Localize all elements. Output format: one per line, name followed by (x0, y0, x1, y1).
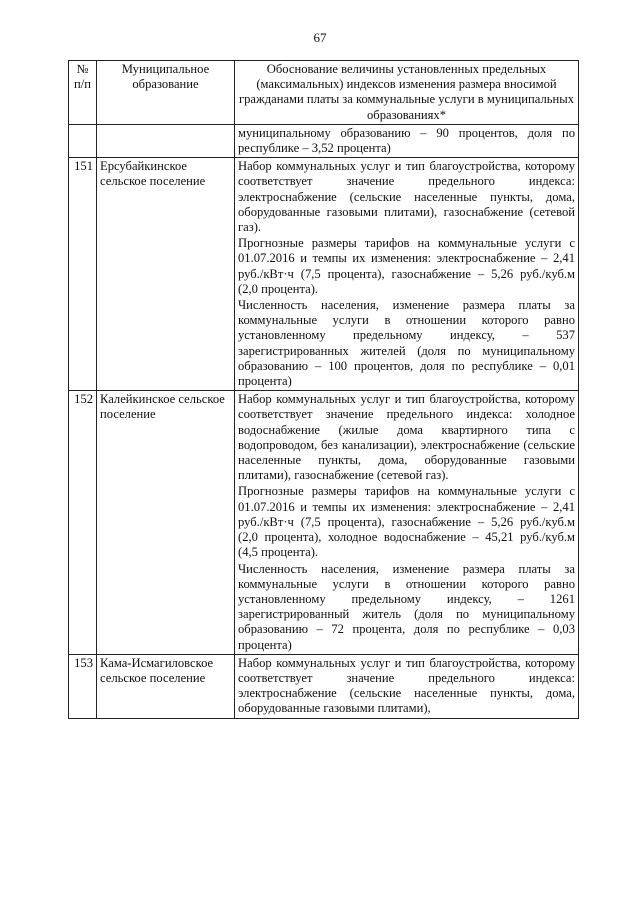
header-municipality: Муниципальное образование (97, 61, 235, 125)
continuation-text: муниципальному образованию – 90 процентов, доля по республике – 3,52 процента) (235, 124, 579, 157)
municipality-name: Ерсубайкинское сельское поселение (97, 158, 235, 391)
table-row (69, 158, 579, 391)
justification-paragraph: Прогнозные размеры тарифов на коммунальные услуги с 01.07.2016 и темпы их изменения: электроснабжение – 2,41 руб./кВт·ч (7,5 процента), газоснабжение – 5,26 руб./куб.м (2,0 процента), холодное водоснабжение – 45,21 руб./куб.м (4,5 процента). (238, 484, 575, 560)
continuation-row (69, 124, 579, 157)
justification-cell (235, 654, 579, 718)
justification-paragraph: Численность населения, изменение размера платы за коммунальные услуги в отношении которого равно установленному предельному индексу, – 537 зарегистрированных жителей (доля по муниципальному образованию – 100 процентов, доля по республике – 0,01 процента) (238, 298, 575, 389)
header-num: № п/п (69, 61, 97, 125)
justification-cell (235, 158, 579, 391)
justification-paragraph: Набор коммунальных услуг и тип благоустройства, которому соответствует значение предельного индекса: холодное водоснабжение (жилые дома квартирного типа с водопроводом, без канализации), электроснабжение (сельские населенные пункты, дома, оборудованные газовыми плитами), газоснабжение (сетевой газ). (238, 392, 575, 483)
table-row (69, 654, 579, 718)
table-header-row (69, 61, 579, 125)
row-number: 151 (69, 158, 97, 391)
row-number: 152 (69, 391, 97, 654)
justification-paragraph: Прогнозные размеры тарифов на коммунальные услуги с 01.07.2016 и темпы их изменения: электроснабжение – 2,41 руб./кВт·ч (7,5 процента), газоснабжение – 5,26 руб./куб.м (2,0 процента). (238, 236, 575, 296)
municipality-name: Калейкинское сельское поселение (97, 391, 235, 654)
header-justification: Обоснование величины установленных предельных (максимальных) индексов изменения размера вносимой гражданами платы за коммунальные услуги в муниципальных образованиях* (235, 61, 579, 125)
row-number: 153 (69, 654, 97, 718)
municipality-name: Кама-Исмагиловское сельское поселение (97, 654, 235, 718)
justification-cell (235, 391, 579, 654)
justification-paragraph: Набор коммунальных услуг и тип благоустройства, которому соответствует значение предельного индекса: электроснабжение (сельские населенные пункты, дома, оборудованные газовыми плитами), (238, 655, 575, 716)
tariff-table (68, 60, 579, 719)
page-number: 67 (313, 30, 327, 45)
justification-paragraph: Набор коммунальных услуг и тип благоустройства, которому соответствует значение предельного индекса: электроснабжение (сельские населенные пункты, дома, оборудованные газовыми плитами), газоснабжение (сетевой газ). (238, 159, 575, 235)
justification-paragraph: Численность населения, изменение размера платы за коммунальные услуги в отношении которого равно установленному предельному индексу, – 1261 зарегистрированный житель (доля по муниципальному образованию – 72 процента, доля по республике – 0,03 процента) (238, 561, 575, 652)
table-row (69, 391, 579, 654)
